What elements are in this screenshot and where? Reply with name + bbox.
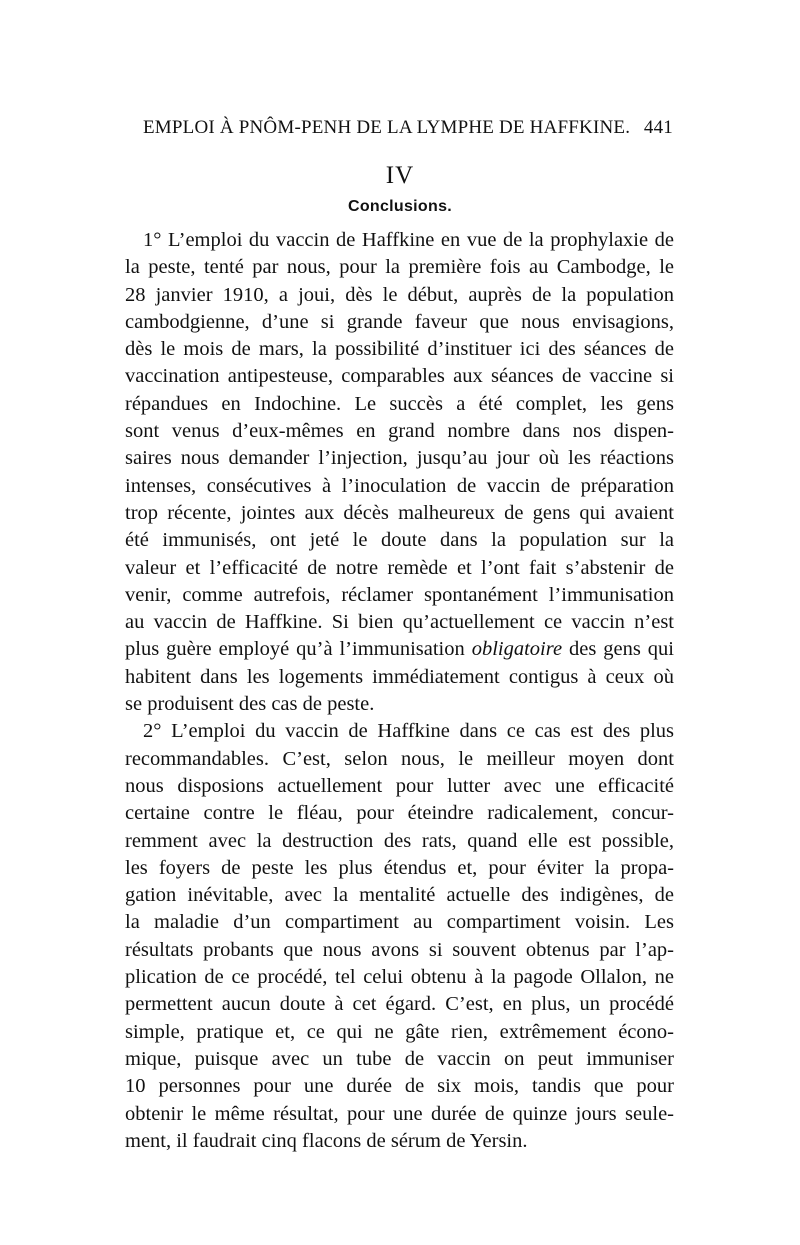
running-head-title: EMPLOI À PNÔM-PENH DE LA LYMPHE DE HAFFKINE. bbox=[143, 117, 631, 138]
text-line: trop récente, jointes aux décès malheureux de gens qui avaient bbox=[125, 501, 674, 524]
text-line: 2° L’emploi du vaccin de Haffkine dans ce cas est des plus bbox=[143, 720, 674, 743]
text-line: mique, puisque avec un tube de vaccin on peut immuniser bbox=[125, 1047, 674, 1070]
section-title: Conclusions. bbox=[347, 198, 453, 215]
text-line: la maladie d’un compartiment au compartiment voisin. Les bbox=[125, 911, 674, 934]
text-line: saires nous demander l’injection, jusqu’au jour où les réactions bbox=[125, 447, 674, 470]
text-line: au vaccin de Haffkine. Si bien qu’actuellement ce vaccin n’est bbox=[125, 611, 674, 634]
text-line: 1° L’emploi du vaccin de Haffkine en vue de la prophylaxie de bbox=[143, 229, 674, 251]
text-line: cambodgienne, d’une si grande faveur que nous envisagions, bbox=[125, 310, 674, 333]
text-line: valeur et l’efficacité de notre remède et l’ont fait s’abstenir de bbox=[125, 556, 674, 579]
text-line: sont venus d’eux-mêmes en grand nombre dans nos dispen- bbox=[125, 420, 674, 443]
text-line: nous disposions actuellement pour lutter avec une efficacité bbox=[125, 774, 674, 797]
text-line: simple, pratique et, ce qui ne gâte rien, extrêmement écono- bbox=[125, 1020, 674, 1043]
text-line: la peste, tenté par nous, pour la première fois au Cambodge, le bbox=[125, 256, 674, 279]
paragraph-1 bbox=[125, 227, 674, 718]
text-line: habitent dans les logements immédiatement contigus à ceux où bbox=[125, 665, 674, 688]
text-line: certaine contre le fléau, pour éteindre radicalement, concur- bbox=[125, 802, 674, 825]
text-line: 28 janvier 1910, a joui, dès le début, auprès de la population bbox=[125, 283, 674, 306]
text-line: vaccination antipesteuse, comparables aux séances de vaccine si bbox=[125, 365, 674, 388]
section-number: IV bbox=[385, 162, 415, 189]
text-line: recommandables. C’est, selon nous, le meilleur moyen dont bbox=[125, 747, 674, 770]
text-line: intenses, consécutives à l’inoculation de vaccin de préparation bbox=[125, 474, 674, 497]
text-line: venir, comme autrefois, réclamer spontanément l’immunisation bbox=[125, 583, 674, 606]
running-head bbox=[143, 117, 673, 139]
emphasized-word: obligatoire bbox=[471, 638, 563, 661]
text-line: se produisent des cas de peste. bbox=[125, 693, 375, 716]
text-line: résultats probants que nous avons si souvent obtenus par l’ap- bbox=[125, 938, 674, 961]
paragraph-2 bbox=[125, 718, 674, 1155]
text-line: dès le mois de mars, la possibilité d’instituer ici des séances de bbox=[125, 338, 674, 361]
text-line: ment, il faudrait cinq flacons de sérum de Yersin. bbox=[125, 1129, 528, 1152]
text-line: obtenir le même résultat, pour une durée de quinze jours seule- bbox=[125, 1102, 674, 1125]
text-line: répandues en Indochine. Le succès a été complet, les gens bbox=[125, 392, 674, 415]
text-line: 10 personnes pour une durée de six mois, tandis que pour bbox=[125, 1075, 674, 1098]
text-line: les foyers de peste les plus étendus et, pour éviter la propa- bbox=[125, 856, 674, 879]
text-line: permettent aucun doute à cet égard. C’est, en plus, un procédé bbox=[125, 993, 674, 1016]
page-number: 441 bbox=[643, 117, 673, 138]
text-line: plication de ce procédé, tel celui obtenu à la pagode Ollalon, ne bbox=[125, 966, 674, 989]
text-line: gation inévitable, avec la mentalité actuelle des indigènes, de bbox=[125, 884, 674, 907]
text-line: été immunisés, ont jeté le doute dans la population sur la bbox=[125, 529, 674, 552]
text-line: remment avec la destruction des rats, quand elle est possible, bbox=[125, 829, 674, 852]
body-text bbox=[125, 227, 674, 1155]
text-line: plus guère employé qu’à l’immunisation obligatoire des gens qui bbox=[125, 638, 674, 661]
